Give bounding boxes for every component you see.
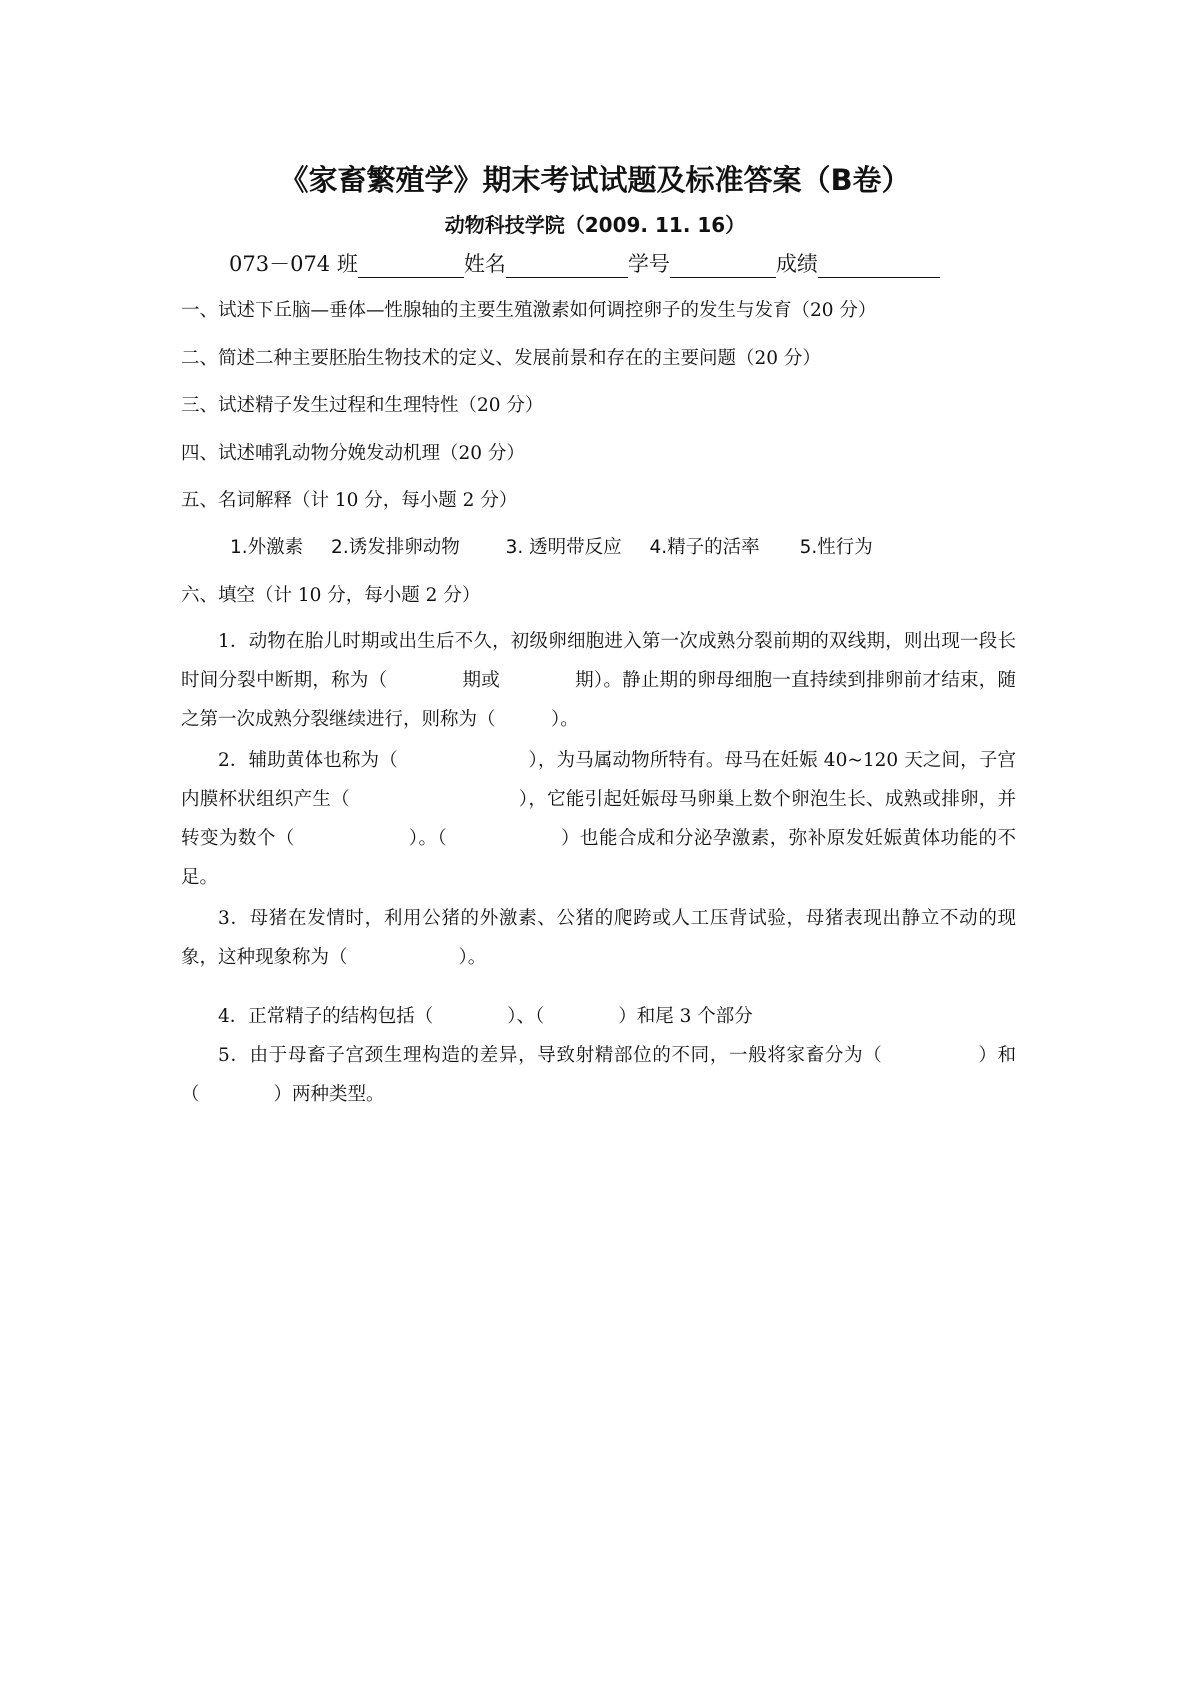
id-blank[interactable] — [670, 255, 776, 278]
fill-item-4: 4．正常精子的结构包括（ ）、（ ）和尾 3 个部分 — [218, 1006, 753, 1027]
question-5: 五、名词解释（计 10 分，每小题 2 分） — [181, 490, 518, 511]
term-item: 5.性行为 — [799, 537, 873, 558]
score-blank[interactable] — [818, 255, 940, 278]
fill-item-5: 5．由于母畜子宫颈生理构造的差异，导致射精部位的不同，一般将家畜分为（ ）和（ ）两种类型。 — [181, 1045, 1016, 1105]
term-list — [230, 533, 895, 559]
class-label: 073－074 班 — [229, 252, 358, 276]
question-3: 三、试述精子发生过程和生理特性（20 分） — [181, 395, 544, 416]
name-label: 姓名 — [463, 252, 506, 276]
fill-item-1: 1．动物在胎儿时期或出生后不久，初级卵细胞进入第一次成熟分裂前期的双线期，则出现一段长时间分裂中断期，称为（ 期或 期）。静止期的卵母细胞一直持续到排卵前才结束，随之第一次成熟分裂继续进行，则称为（ ）。 — [181, 631, 1016, 730]
class-blank[interactable] — [358, 255, 464, 278]
fill-item-3: 3．母猪在发情时，利用公猪的外激素、公猪的爬跨或人工压背试验，母猪表现出静立不动的现象，这种现象称为（ ）。 — [181, 908, 1016, 968]
name-blank[interactable] — [506, 255, 628, 278]
term-item: 4.精子的活率 — [649, 537, 760, 558]
term-item: 3. 透明带反应 — [505, 537, 622, 558]
score-label: 成绩 — [775, 252, 818, 276]
question-6: 六、填空（计 10 分，每小题 2 分） — [181, 585, 481, 606]
page-title: 《家畜繁殖学》期末考试试题及标准答案（B卷） — [279, 163, 911, 197]
question-1: 一、试述下丘脑—垂体—性腺轴的主要生殖激素如何调控卵子的发生与发育（20 分） — [181, 300, 877, 321]
question-4: 四、试述哺乳动物分娩发动机理（20 分） — [181, 443, 525, 464]
question-2: 二、简述二种主要胚胎生物技术的定义、发展前景和存在的主要问题（20 分） — [181, 348, 821, 369]
term-item: 1.外激素 — [230, 537, 304, 558]
term-item: 2.诱发排卵动物 — [331, 537, 460, 558]
student-info-line — [229, 248, 940, 278]
fill-item-2: 2．辅助黄体也称为（ ），为马属动物所特有。母马在妊娠 40~120 天之间，子宫内膜杯状组织产生（ ），它能引起妊娠母马卵巢上数个卵泡生长、成熟或排卵，并转变为数个（ ）。（ ）也能合成和分泌孕激素，弥补原发妊娠黄体功能的不足。 — [181, 750, 1016, 888]
page-subtitle: 动物科技学院（2009. 11. 16） — [444, 213, 746, 237]
id-label: 学号 — [627, 252, 670, 276]
